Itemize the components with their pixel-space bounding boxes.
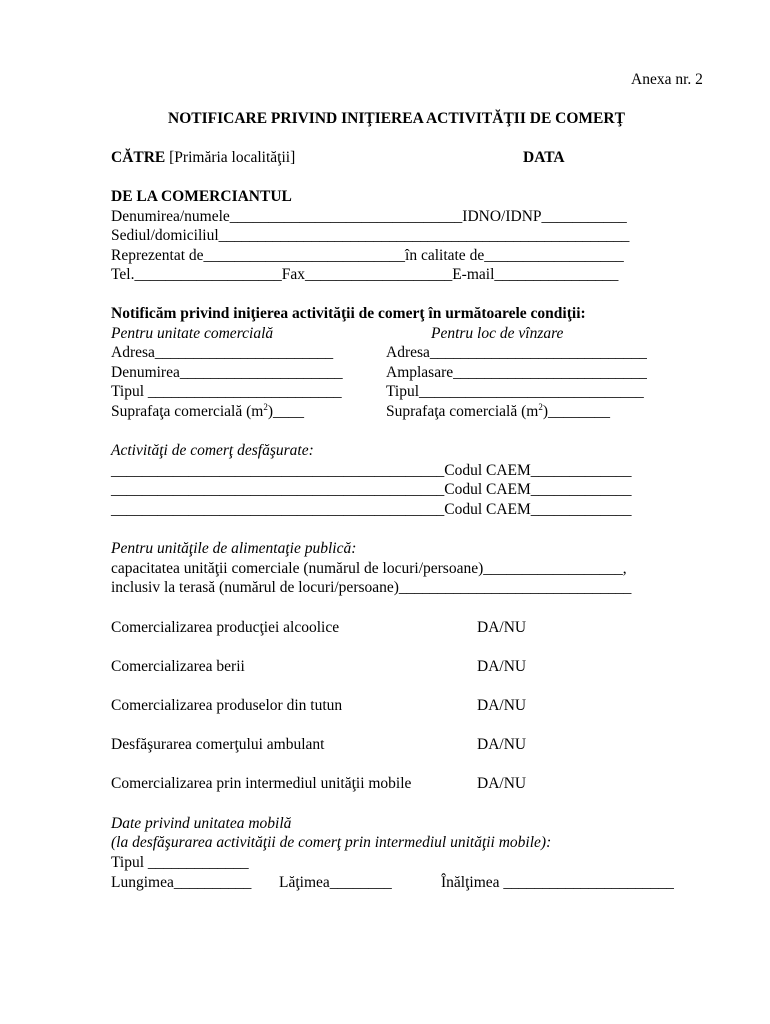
merchant-name-line: Denumirea/numele______________________________IDNO/IDNP___________ <box>111 208 627 225</box>
beer-sale-label: Comercializarea berii <box>111 658 245 675</box>
merchant-address-line: Sediul/domiciliul_____________________________________________________ <box>111 227 630 244</box>
merchant-heading: DE LA COMERCIANTUL <box>111 188 292 205</box>
sale-place-address: Adresa____________________________ <box>386 344 647 361</box>
commercial-unit-heading: Pentru unitate comercială <box>111 325 274 342</box>
sale-place-area: Suprafaţa comercială $(m^2)\_\_\_\_\_\_\_\_$ <box>386 401 611 420</box>
caem-line: ___________________________________________Codul CAEM_____________ <box>111 462 632 479</box>
alcohol-sale-answer: DA/NU <box>477 619 527 636</box>
notice-heading: Notificăm privind iniţierea activităţii de comerţ în următoarele condiţii: <box>111 305 586 322</box>
mobile-unit-length: Lungimea__________ <box>111 874 252 891</box>
date-label: DATA <box>523 149 565 166</box>
recipient-label: CĂTRE <box>111 149 166 166</box>
beer-sale-answer: DA/NU <box>477 658 527 675</box>
ambulant-trade-label: Desfăşurarea comerţului ambulant <box>111 736 325 753</box>
merchant-representative-line: Reprezentat de__________________________în calitate de__________________ <box>111 247 624 264</box>
mobile-unit-height: Înălţimea ______________________ <box>441 874 674 891</box>
mobile-unit-heading: Date privind unitatea mobilă <box>111 815 292 832</box>
tobacco-sale-label: Comercializarea produselor din tutun <box>111 697 343 714</box>
merchant-contact-line: Tel.___________________Fax___________________E-mail________________ <box>111 266 619 283</box>
annex-number: Anexa nr. 2 <box>631 71 703 88</box>
sale-place-type: Tipul_____________________________ <box>386 383 644 400</box>
commercial-unit-area: Suprafaţa comercială $(m^2)\_\_\_\_$ <box>111 401 305 420</box>
caem-line: ___________________________________________Codul CAEM_____________ <box>111 501 632 518</box>
ambulant-trade-answer: DA/NU <box>477 736 527 753</box>
terrace-capacity-line: inclusiv la terasă (numărul de locuri/persoane)______________________________ <box>111 579 632 596</box>
mobile-unit-sale-label: Comercializarea prin intermediul unităţii mobile <box>111 775 412 792</box>
tobacco-sale-answer: DA/NU <box>477 697 527 714</box>
commercial-unit-name: Denumirea_____________________ <box>111 364 343 381</box>
mobile-unit-sale-answer: DA/NU <box>477 775 527 792</box>
activities-heading: Activităţi de comerţ desfăşurate: <box>111 442 314 459</box>
alcohol-sale-label: Comercializarea producţiei alcoolice <box>111 619 340 636</box>
document-title: NOTIFICARE PRIVIND INIŢIEREA ACTIVITĂŢII DE COMERŢ <box>168 110 625 127</box>
mobile-unit-width: Lăţimea________ <box>279 874 392 891</box>
recipient-line <box>111 148 295 167</box>
sale-place-location: Amplasare_________________________ <box>386 364 647 381</box>
food-service-heading: Pentru unităţile de alimentaţie publică: <box>111 540 357 557</box>
sale-place-heading: Pentru loc de vînzare <box>431 325 564 342</box>
capacity-line: capacitatea unităţii comerciale (numărul de locuri/persoane)__________________, <box>111 560 627 577</box>
mobile-unit-subheading: (la desfăşurarea activităţii de comerţ prin intermediul unităţii mobile): <box>111 834 552 851</box>
commercial-unit-type: Tipul _________________________ <box>111 383 342 400</box>
commercial-unit-address: Adresa_______________________ <box>111 344 334 361</box>
caem-line: ___________________________________________Codul CAEM_____________ <box>111 481 632 498</box>
mobile-unit-type: Tipul _____________ <box>111 854 249 871</box>
recipient-value: [Primăria localităţii] <box>165 149 296 166</box>
